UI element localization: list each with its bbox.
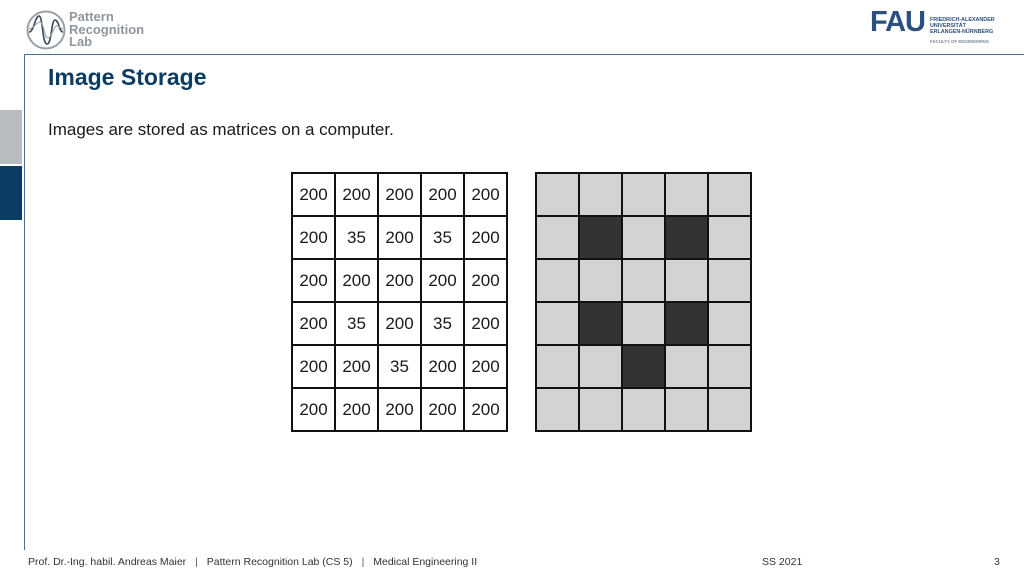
- pixel-row: [536, 216, 751, 259]
- matrix-cell: 200: [292, 216, 335, 259]
- lab-logo-icon: [26, 10, 66, 50]
- pixel-cell: [579, 388, 622, 431]
- footer-lab: Pattern Recognition Lab (CS 5): [206, 556, 353, 568]
- matrix-cell: 200: [464, 345, 507, 388]
- matrix-cell: 200: [464, 388, 507, 431]
- footer-course: Medical Engineering II: [373, 556, 478, 568]
- fau-line-1: FRIEDRICH-ALEXANDER: [930, 17, 995, 23]
- side-tab-blue: [0, 166, 22, 220]
- matrix-cell: 200: [292, 345, 335, 388]
- fau-faculty: FACULTY OF ENGINEERING: [930, 39, 990, 44]
- pixel-cell: [622, 173, 665, 216]
- lab-logo-line-2: Recognition: [69, 21, 145, 37]
- footer: [28, 556, 477, 568]
- pixel-cell: [536, 259, 579, 302]
- matrix-cell: 200: [335, 388, 378, 431]
- matrix-cell: 200: [335, 345, 378, 388]
- pixel-cell: [622, 216, 665, 259]
- pixel-cell: [665, 302, 708, 345]
- matrix-cell: 35: [335, 302, 378, 345]
- matrix-cell: 200: [378, 173, 421, 216]
- page-number: 3: [994, 556, 1000, 568]
- matrix-cell: 200: [464, 173, 507, 216]
- pixel-grid: [535, 172, 752, 432]
- pixel-cell: [622, 345, 665, 388]
- fau-letters: FAU: [870, 6, 925, 38]
- matrix-row: [292, 345, 507, 388]
- matrix-row: [292, 388, 507, 431]
- matrix-row: [292, 173, 507, 216]
- matrix-cell: 200: [378, 302, 421, 345]
- matrix-cell: 35: [378, 345, 421, 388]
- pixel-cell: [579, 173, 622, 216]
- pixel-row: [536, 259, 751, 302]
- matrix-cell: 200: [292, 302, 335, 345]
- matrix-cell: 200: [464, 259, 507, 302]
- slide-text: Images are stored as matrices on a computer.: [48, 120, 394, 139]
- lab-logo-line-1: Pattern: [69, 9, 114, 24]
- matrix-cell: 200: [292, 259, 335, 302]
- pixel-cell: [579, 259, 622, 302]
- matrix-cell: 200: [421, 259, 464, 302]
- matrix-cell: 200: [421, 388, 464, 431]
- pixel-cell: [665, 345, 708, 388]
- fau-line-3: ERLANGEN-NÜRNBERG: [930, 29, 994, 35]
- pixel-cell: [622, 388, 665, 431]
- pixel-cell: [622, 259, 665, 302]
- fau-logo: [870, 6, 1005, 47]
- matrix-cell: 35: [335, 216, 378, 259]
- pattern-recognition-lab-logo: [26, 10, 176, 52]
- pixel-cell: [536, 302, 579, 345]
- matrix-cell: 35: [421, 216, 464, 259]
- pixel-cell: [708, 259, 751, 302]
- pixel-cell: [708, 216, 751, 259]
- value-matrix: [291, 172, 508, 432]
- pixel-cell: [579, 345, 622, 388]
- matrix-cell: 200: [335, 259, 378, 302]
- pixel-cell: [665, 173, 708, 216]
- footer-author: Prof. Dr.-Ing. habil. Andreas Maier: [28, 556, 187, 568]
- side-tab-gray: [0, 110, 22, 164]
- fau-line-2: UNIVERSITÄT: [930, 23, 966, 29]
- pixel-cell: [536, 216, 579, 259]
- pixel-cell: [665, 216, 708, 259]
- slide-title: Image Storage: [48, 64, 207, 90]
- footer-separator: |: [195, 556, 198, 568]
- matrix-row: [292, 302, 507, 345]
- footer-separator: |: [361, 556, 365, 568]
- pixel-cell: [622, 302, 665, 345]
- matrix-cell: 200: [464, 216, 507, 259]
- pixel-cell: [579, 216, 622, 259]
- pixel-cell: [536, 345, 579, 388]
- pixel-row: [536, 388, 751, 431]
- footer-term: SS 2021: [762, 556, 803, 568]
- matrix-row: [292, 216, 507, 259]
- matrix-cell: 200: [378, 259, 421, 302]
- matrix-row: [292, 259, 507, 302]
- matrix-cell: 200: [378, 388, 421, 431]
- pixel-cell: [708, 302, 751, 345]
- pixel-row: [536, 173, 751, 216]
- matrix-cell: 200: [378, 216, 421, 259]
- pixel-cell: [665, 259, 708, 302]
- matrix-cell: 200: [421, 173, 464, 216]
- pixel-row: [536, 302, 751, 345]
- matrix-cell: 200: [292, 388, 335, 431]
- matrix-cell: 200: [421, 345, 464, 388]
- pixel-cell: [579, 302, 622, 345]
- pixel-cell: [536, 173, 579, 216]
- matrix-cell: 200: [464, 302, 507, 345]
- pixel-cell: [708, 388, 751, 431]
- pixel-cell: [708, 345, 751, 388]
- matrix-cell: 200: [335, 173, 378, 216]
- pixel-cell: [708, 173, 751, 216]
- matrix-cell: 35: [421, 302, 464, 345]
- lab-logo-line-3: Lab: [69, 34, 93, 49]
- matrix-cell: 200: [292, 173, 335, 216]
- pixel-cell: [536, 388, 579, 431]
- pixel-row: [536, 345, 751, 388]
- pixel-cell: [665, 388, 708, 431]
